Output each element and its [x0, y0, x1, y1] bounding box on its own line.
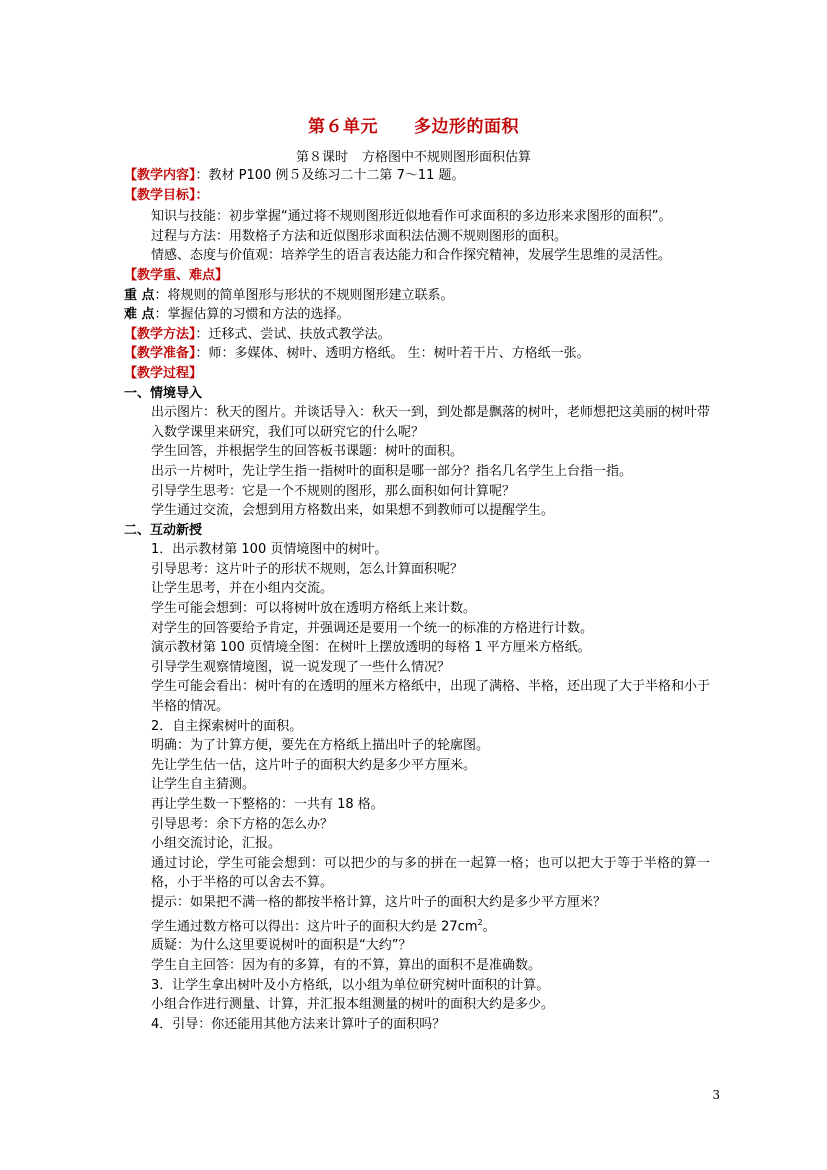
lesson-topic: 方格图中不规则图形面积估算 — [362, 150, 532, 165]
paragraph: 学生回答，并根据学生的回答板书课题：树叶的面积。 — [151, 444, 464, 460]
goal-process: 过程与方法：用数格子方法和近似图形求面积法估测不规则图形的面积。 — [151, 228, 568, 244]
section-label: 【教学过程】 — [124, 365, 203, 381]
section1-heading: 一、情境导入 — [124, 385, 203, 401]
paragraph: 提示：如果把不满一格的都按半格计算，这片叶子的面积大约是多少平方厘米？ — [151, 894, 607, 910]
paragraph: 再让学生数一下整格的：一共有 18 格。 — [151, 797, 384, 812]
paragraph: 出示图片：秋天的图片。并谈话导入：秋天一到，到处都是飘落的树叶，老师想把这美丽的树叶带入数学课里来研究，我们可以研究它的什么呢？ — [151, 405, 711, 440]
superscript: 2 — [477, 917, 483, 927]
lesson-number: 第８课时 — [295, 150, 348, 165]
key-focus: 重 点：将规则的简单图形与形状的不规则图形建立联系。 — [124, 287, 454, 303]
paragraph: 通过讨论，学生可能会想到：可以把少的与多的拼在一起算一格；也可以把大于等于半格的算一格，小于半格的可以舍去不算。 — [151, 855, 710, 891]
section-label: 【教学方法】 — [124, 326, 196, 342]
document-body — [124, 166, 710, 1034]
paragraph: 引导思考：这片叶子的形状不规则，怎么计算面积呢？ — [151, 561, 464, 577]
unit-title — [0, 112, 827, 137]
paragraph: 先让学生估一估，这片叶子的面积大约是多少平方厘米。 — [151, 757, 477, 773]
goal-knowledge: 知识与技能：初步掌握“通过将不规则图形近似地看作可求面积的多边形来求图形的面积”。 — [151, 209, 672, 225]
paragraph: 引导学生思考：它是一个不规则的图形，那么面积如何计算呢？ — [151, 483, 516, 499]
unit-number: 第６单元 — [308, 117, 378, 137]
paragraph: 2．自主探索树叶的面积。 — [151, 718, 303, 734]
paragraph: 学生通过交流，会想到用方格数出来，如果想不到教师可以提醒学生。 — [151, 503, 555, 519]
teaching-prep: 【教学准备】：师：多媒体、树叶、透明方格纸。 生：树叶若干片、方格纸一张。 — [124, 346, 590, 362]
unit-name: 多边形的面积 — [414, 117, 519, 137]
teaching-goals-heading: 【教学目标】： — [124, 187, 209, 203]
paragraph: 3．让学生拿出树叶及小方格纸，以小组为单位研究树叶面积的计算。 — [151, 977, 550, 993]
lesson-subtitle — [0, 146, 827, 165]
paragraph: 小组交流讨论，汇报。 — [151, 836, 282, 852]
paragraph: 让学生思考，并在小组内交流。 — [151, 581, 334, 597]
paragraph: 引导思考：余下方格的怎么办？ — [151, 816, 334, 832]
paragraph: 质疑：为什么这里要说树叶的面积是“大约”？ — [151, 938, 412, 954]
section2-heading: 二、互动新授 — [124, 522, 203, 538]
paragraph: 小组合作进行测量、计算，并汇报本组测量的树叶的面积大约是多少。 — [151, 997, 555, 1013]
paragraph: 让学生自主猜测。 — [151, 777, 256, 793]
paragraph: 学生可能会看出：树叶有的在透明的厘米方格纸中，出现了满格、半格，还出现了大于半格和小于半格的情况。 — [151, 679, 711, 715]
section-label: 【教学目标】 — [124, 187, 196, 203]
paragraph: 1．出示教材第 100 页情境图中的树叶。 — [151, 542, 388, 558]
teaching-content: 【教学内容】：教材 P100 例５及练习二十二第 7～11 题。 — [124, 168, 465, 183]
key-points-heading — [124, 266, 710, 286]
teaching-method: 【教学方法】：迁移式、尝试、扶放式教学法。 — [124, 326, 391, 342]
paragraph: 对学生的回答要给予肯定，并强调还是要用一个统一的标准的方格进行计数。 — [151, 620, 594, 636]
teaching-process-heading — [124, 364, 710, 384]
paragraph: 学生可能会想到：可以将树叶放在透明方格纸上来计数。 — [151, 601, 477, 617]
paragraph: 引导学生观察情境图，说一说发现了一些什么情况？ — [151, 659, 451, 675]
paragraph: 4．引导：你还能用其他方法来计算叶子的面积吗？ — [151, 1016, 446, 1032]
section-label: 【教学重、难点】 — [124, 267, 229, 283]
paragraph: 学生自主回答：因为有的多算，有的不算，算出的面积不是准确数。 — [151, 958, 542, 974]
goal-emotion: 情感、态度与价值观：培养学生的语言表达能力和合作探究精神，发展学生思维的灵活性。 — [151, 248, 672, 264]
section-label: 【教学内容】 — [124, 168, 196, 183]
page-number: 3 — [712, 1088, 720, 1102]
key-difficulty: 难 点：掌握估算的习惯和方法的选择。 — [124, 307, 350, 323]
paragraph: 学生通过数方格可以得出：这片叶子的面积大约是 $27cm^2$。 — [151, 917, 496, 934]
paragraph: 演示教材第 100 页情境全图：在树叶上摆放透明的每格 1 平方厘米方格纸。 — [151, 640, 591, 656]
paragraph: 明确：为了计算方便，要先在方格纸上描出叶子的轮廓图。 — [151, 738, 490, 754]
paragraph: 出示一片树叶，先让学生指一指树叶的面积是哪一部分？指名几名学生上台指一指。 — [151, 463, 633, 479]
section-label: 【教学准备】 — [124, 346, 196, 362]
